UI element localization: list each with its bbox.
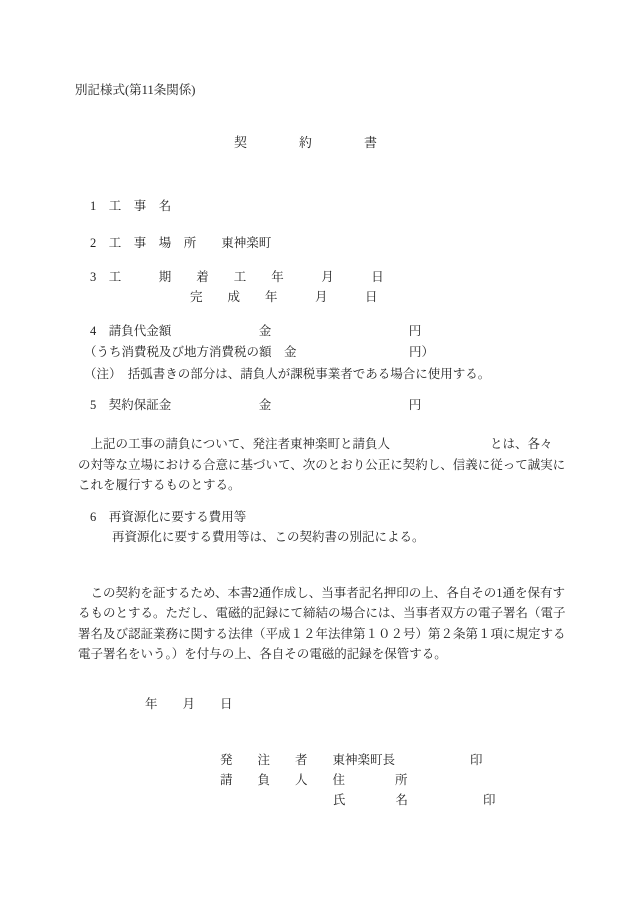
signature-orderer-row: 発 注 者 東神楽町長 印 <box>220 753 483 767</box>
date-line: 年 月 日 <box>145 697 233 711</box>
execution-paragraph-line-1: この契約を証するため、本書2通作成し、当事者記名押印の上、各自その1通を保有す <box>78 586 566 600</box>
item-6-recycling-body: 再資源化に要する費用等は、この契約書の別記による。 <box>112 530 425 544</box>
item-6-recycling-title: 6 再資源化に要する費用等 <box>90 510 247 524</box>
agreement-paragraph-line-2: の対等な立場における合意に基づいて、次のとおり公正に契約し、信義に従って誠実に <box>78 458 566 472</box>
item-4-tax-amount: （うち消費税及び地方消費税の額 金 円） <box>84 345 435 359</box>
item-5-contract-deposit: 5 契約保証金 金 円 <box>90 398 422 412</box>
execution-paragraph-line-2: るものとする。ただし、電磁的記録にて締結の場合には、当事者双方の電子署名（電子 <box>78 606 566 620</box>
contract-title: 契 約 書 <box>234 135 378 150</box>
form-note: 別記様式(第11条関係) <box>75 83 196 97</box>
agreement-paragraph-line-1: 上記の工事の請負について、発注者東神楽町と請負人 とは、各々 <box>78 437 553 451</box>
execution-paragraph-line-4: 電子署名をいう。）を付与の上、各自その電磁的記録を保管する。 <box>78 647 447 661</box>
signature-name-row: 氏 名 印 <box>333 793 496 807</box>
item-1-construction-name: 1 工 事 名 <box>90 199 172 213</box>
agreement-paragraph-line-3: これを履行するものとする。 <box>78 478 241 492</box>
item-4-note: （注） 括弧書きの部分は、請負人が課税事業者である場合に使用する。 <box>84 367 491 381</box>
execution-paragraph-line-3: 署名及び認証業務に関する法律（平成１２年法律第１０２号）第２条第１項に規定する <box>78 627 566 641</box>
item-3-period-completion: 完 成 年 月 日 <box>90 290 378 304</box>
item-3-period-start: 3 工 期 着 工 年 月 日 <box>90 270 384 284</box>
signature-contractor-row: 請 負 人 住 所 <box>220 773 408 787</box>
item-4-contract-amount: 4 請負代金額 金 円 <box>90 324 422 338</box>
item-2-construction-site: 2 工 事 場 所 東神楽町 <box>90 236 272 250</box>
